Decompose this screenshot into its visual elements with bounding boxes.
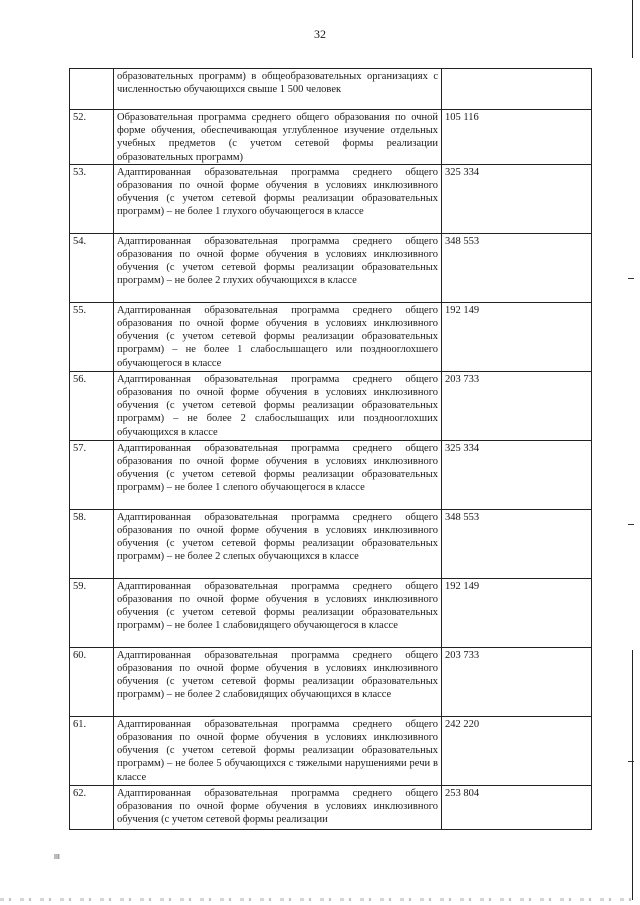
row-value: 325 334 <box>442 440 592 509</box>
row-number <box>70 69 114 110</box>
row-value <box>442 69 592 110</box>
row-description: образовательных программ) в общеобразовательных организациях с численностью обучающихся свыше 1 500 человек <box>114 69 442 110</box>
row-value: 348 553 <box>442 509 592 578</box>
row-value: 348 553 <box>442 233 592 302</box>
row-number: 61. <box>70 716 114 785</box>
row-description: Образовательная программа среднего общего образования по очной форме обучения, обеспечивающая углубленное изучение отдельных учебных предметов (с учетом сетевой формы реализации образовательных программ) <box>114 110 442 165</box>
row-value: 203 733 <box>442 371 592 440</box>
row-number: 57. <box>70 440 114 509</box>
row-value: 192 149 <box>442 578 592 647</box>
scan-edge-tick <box>628 278 634 279</box>
table-row <box>70 716 592 785</box>
row-description: Адаптированная образовательная программа среднего общего образования по очной форме обучения в условиях инклюзивного обучения (с учетом сетевой формы реализации образовательных программ) – не более 1 слепого обучающегося в классе <box>114 440 442 509</box>
scan-edge-line <box>632 650 633 900</box>
table-row <box>70 440 592 509</box>
scan-edge-line <box>632 0 633 58</box>
table-row <box>70 110 592 165</box>
scan-edge-tick <box>628 524 634 525</box>
row-number: 56. <box>70 371 114 440</box>
row-value: 325 334 <box>442 164 592 233</box>
table-row <box>70 371 592 440</box>
row-value: 253 804 <box>442 785 592 829</box>
table-row <box>70 509 592 578</box>
row-description: Адаптированная образовательная программа среднего общего образования по очной форме обучения в условиях инклюзивного обучения (с учетом сетевой формы реализации образовательных программ) – не более 2 слабовидящих обучающихся в классе <box>114 647 442 716</box>
row-number: 52. <box>70 110 114 165</box>
scan-bottom-edge <box>0 898 640 901</box>
table-row <box>70 233 592 302</box>
row-description: Адаптированная образовательная программа среднего общего образования по очной форме обучения в условиях инклюзивного обучения (с учетом сетевой формы реализации образовательных программ) – не более 2 слепых обучающихся в классе <box>114 509 442 578</box>
row-number: 53. <box>70 164 114 233</box>
row-number: 55. <box>70 302 114 371</box>
scan-edge-tick <box>628 761 634 762</box>
row-number: 54. <box>70 233 114 302</box>
row-value: 242 220 <box>442 716 592 785</box>
row-description: Адаптированная образовательная программа среднего общего образования по очной форме обучения в условиях инклюзивного обучения (с учетом сетевой формы реализации образовательных программ) – не более 2 глухих обучающихся в классе <box>114 233 442 302</box>
row-value: 105 116 <box>442 110 592 165</box>
row-description: Адаптированная образовательная программа среднего общего образования по очной форме обучения в условиях инклюзивного обучения (с учетом сетевой формы реализации образовательных программ) – не более 1 слабовидящего обучающегося в классе <box>114 578 442 647</box>
table-row <box>70 69 592 110</box>
row-description: Адаптированная образовательная программа среднего общего образования по очной форме обучения в условиях инклюзивного обучения (с учетом сетевой формы реализации <box>114 785 442 829</box>
footer-mark: III <box>54 854 60 861</box>
table-row <box>70 578 592 647</box>
row-description: Адаптированная образовательная программа среднего общего образования по очной форме обучения в условиях инклюзивного обучения (с учетом сетевой формы реализации образовательных программ) – не более 1 слабослышащего или позднооглохшего обучающегося в классе <box>114 302 442 371</box>
row-description: Адаптированная образовательная программа среднего общего образования по очной форме обучения в условиях инклюзивного обучения (с учетом сетевой формы реализации образовательных программ) – не более 2 слабослышащих или позднооглохших обучающихся в классе <box>114 371 442 440</box>
row-number: 60. <box>70 647 114 716</box>
table-row <box>70 647 592 716</box>
row-value: 192 149 <box>442 302 592 371</box>
row-value: 203 733 <box>442 647 592 716</box>
table-row <box>70 164 592 233</box>
page-number: 32 <box>314 27 326 41</box>
table-row <box>70 785 592 829</box>
row-number: 62. <box>70 785 114 829</box>
row-description: Адаптированная образовательная программа среднего общего образования по очной форме обучения в условиях инклюзивного обучения (с учетом сетевой формы реализации образовательных программ) – не более 1 глухого обучающегося в классе <box>114 164 442 233</box>
funding-table <box>69 68 592 830</box>
table-row <box>70 302 592 371</box>
row-description: Адаптированная образовательная программа среднего общего образования по очной форме обучения в условиях инклюзивного обучения (с учетом сетевой формы реализации образовательных программ) – не более 5 обучающихся с тяжелыми нарушениями речи в классе <box>114 716 442 785</box>
row-number: 59. <box>70 578 114 647</box>
row-number: 58. <box>70 509 114 578</box>
